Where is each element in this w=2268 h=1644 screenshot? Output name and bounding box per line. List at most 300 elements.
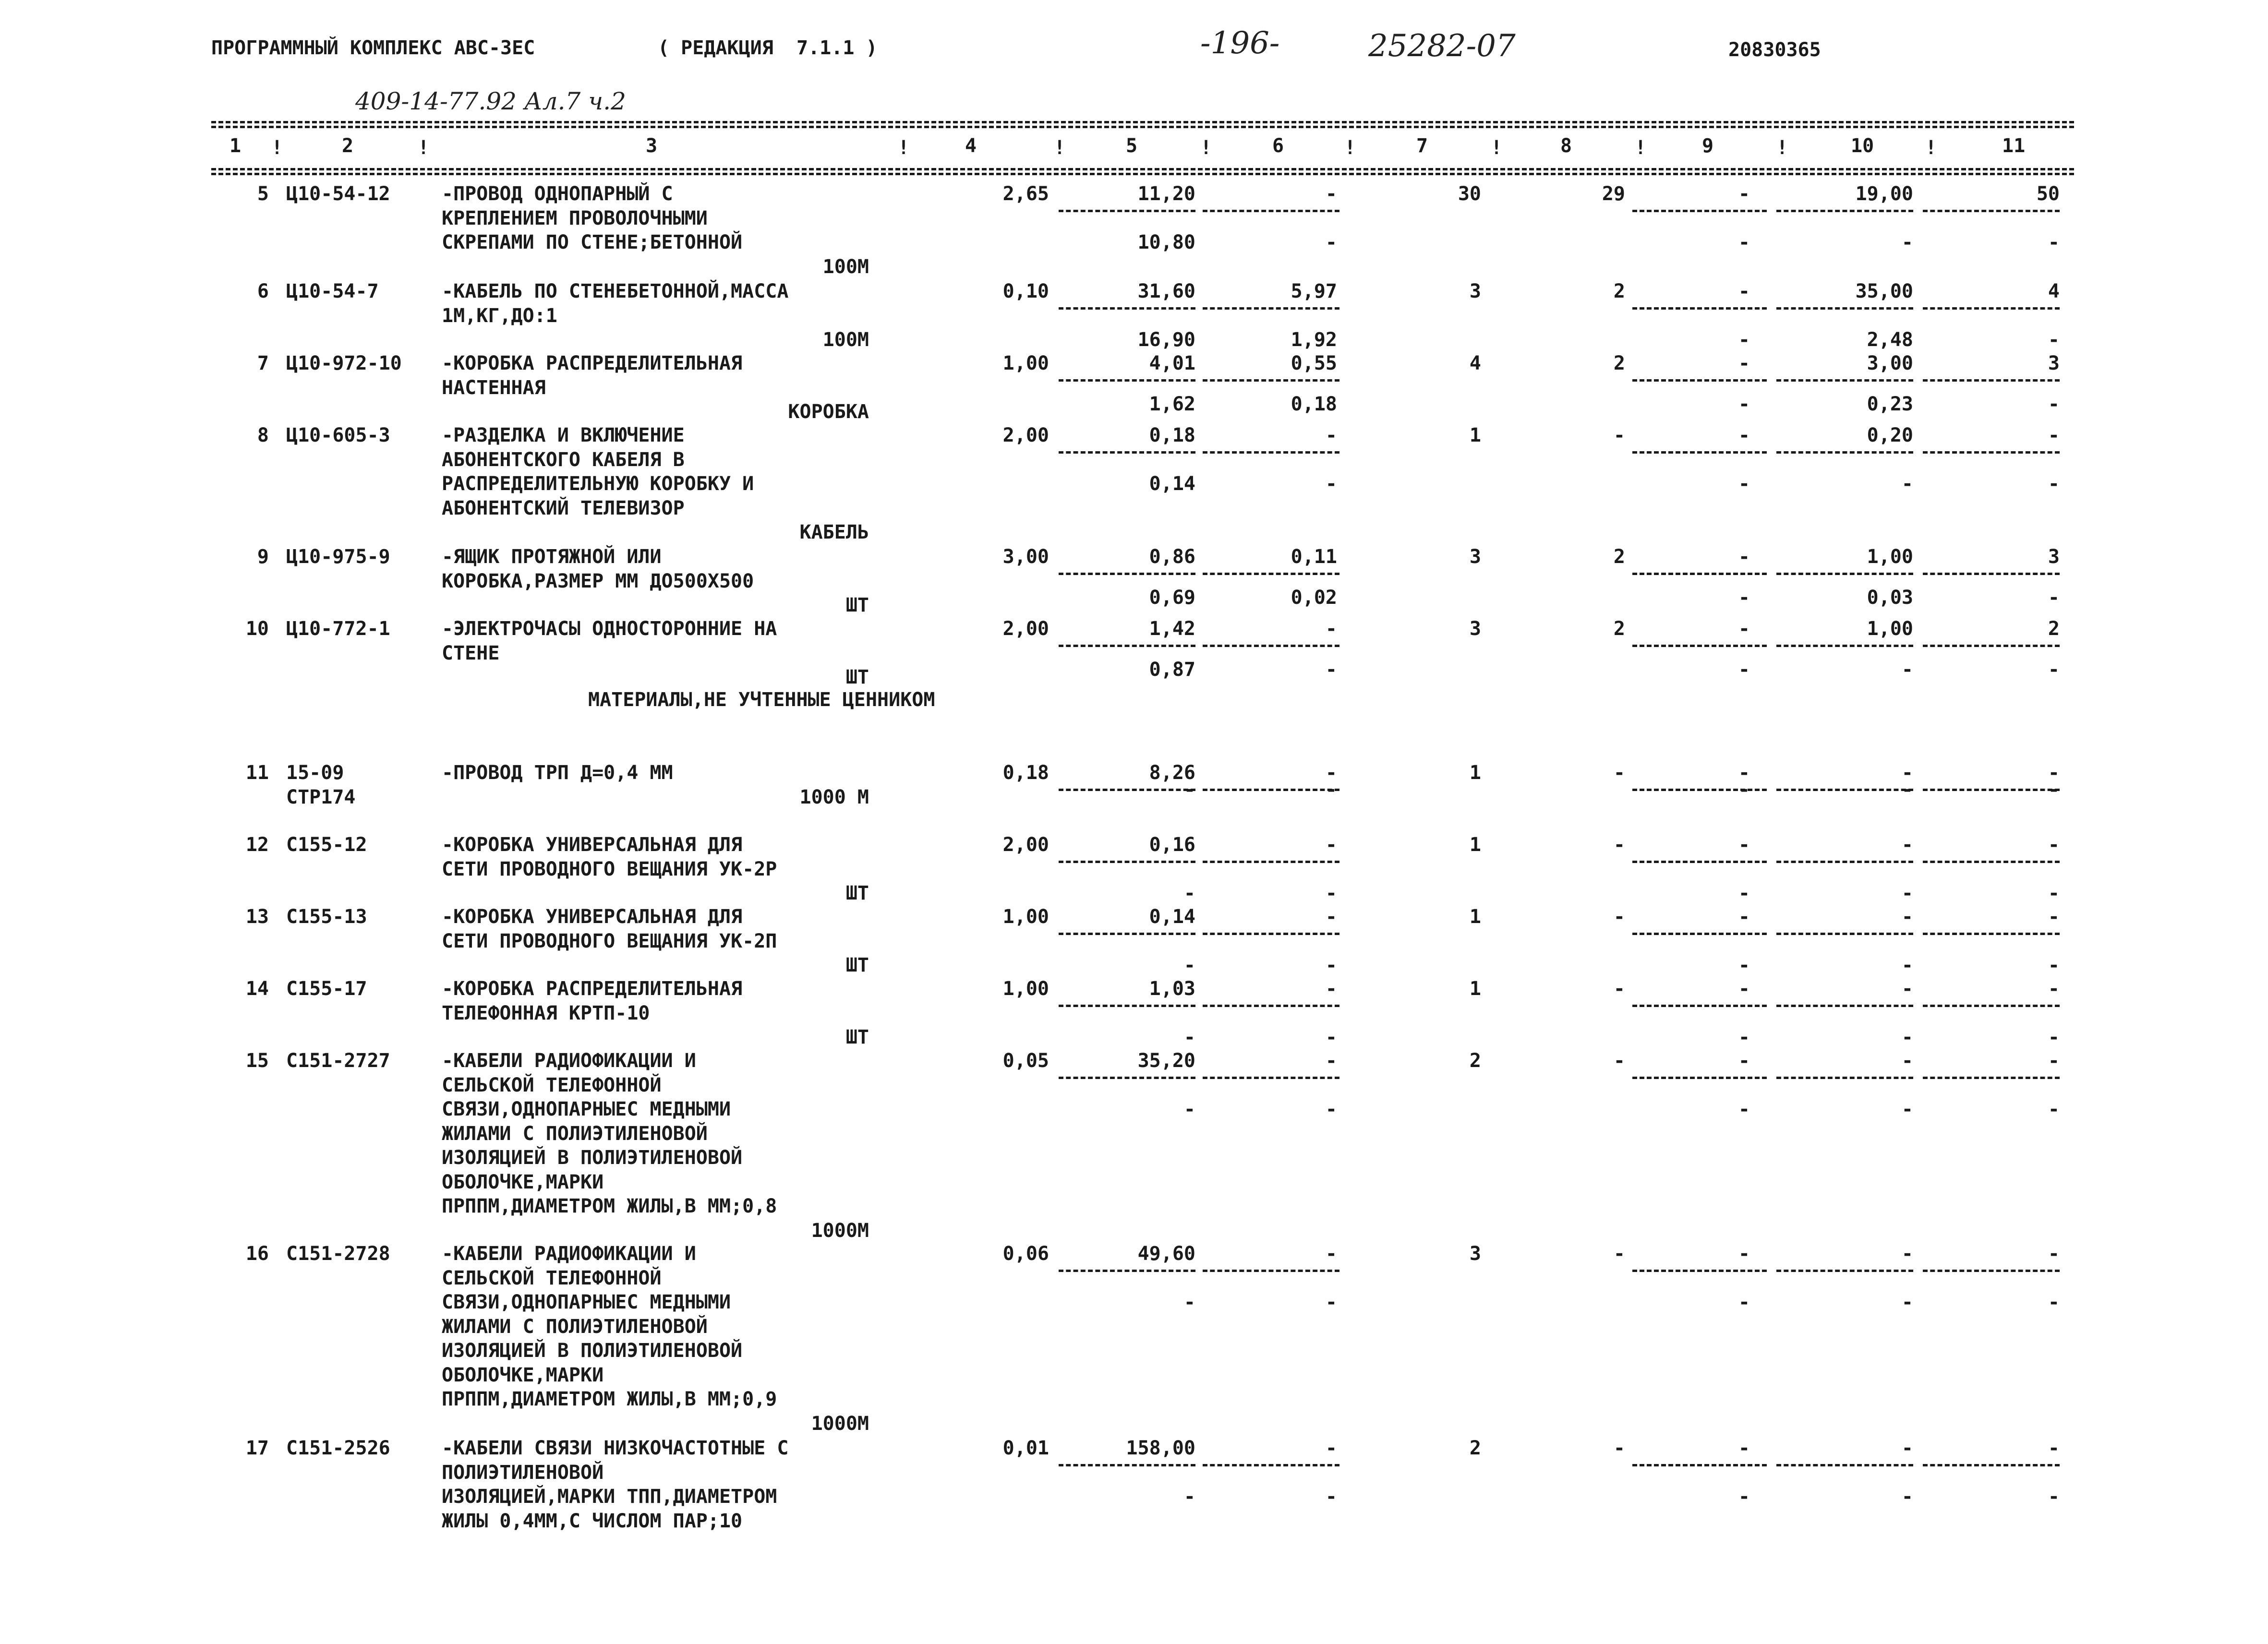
column-header-3: 3 xyxy=(646,135,658,157)
cost-value-secondary: 0,14 xyxy=(1149,473,1195,495)
price-code: С155-17 xyxy=(286,978,367,1000)
quantity: 0,10 xyxy=(1002,280,1049,302)
cell-underline xyxy=(1203,861,1339,863)
cost-value-secondary: - xyxy=(2048,1098,2060,1120)
price-code: С155-13 xyxy=(286,906,367,928)
cost-value-secondary: - xyxy=(2048,1026,2060,1048)
cost-value-secondary: 16,90 xyxy=(1137,329,1195,351)
cost-value: - xyxy=(1325,1243,1337,1265)
quantity: 1,00 xyxy=(1002,978,1049,1000)
work-description-line: -КОРОБКА РАСПРЕДЕЛИТЕЛЬНАЯ xyxy=(442,978,743,1000)
cost-value-secondary: 0,03 xyxy=(1867,587,1913,609)
column-header-11: 11 xyxy=(2002,135,2026,157)
unit-of-measure: 1000М xyxy=(811,1219,869,1242)
column-header-9: 9 xyxy=(1702,135,1714,157)
cost-value: - xyxy=(1325,978,1337,1000)
row-number: 6 xyxy=(257,280,269,302)
cost-value: 1,42 xyxy=(1149,618,1195,640)
cost-value: - xyxy=(1325,183,1337,205)
cell-underline xyxy=(1632,933,1767,935)
cost-value-secondary: 0,18 xyxy=(1291,393,1337,415)
cell-underline xyxy=(1059,1464,1195,1466)
work-description-line: ИЗОЛЯЦИЕЙ В ПОЛИЭТИЛЕНОВОЙ xyxy=(442,1340,743,1362)
work-description-line: -КАБЕЛИ РАДИОФИКАЦИИ И xyxy=(442,1050,696,1072)
unit-of-measure: 100М xyxy=(822,255,869,278)
quantity: 2,00 xyxy=(1002,424,1049,446)
work-description-line: -КАБЕЛИ РАДИОФИКАЦИИ И xyxy=(442,1243,696,1265)
work-description-line: ОБОЛОЧКЕ,МАРКИ xyxy=(442,1171,604,1193)
column-separator: ! xyxy=(1054,137,1066,159)
cost-value-secondary: - xyxy=(1901,473,1913,495)
cost-value: - xyxy=(1325,1437,1337,1459)
cell-underline xyxy=(1203,1005,1339,1007)
header-top-rule xyxy=(211,121,2074,123)
cell-underline xyxy=(1923,210,2060,212)
cost-value: - xyxy=(1901,1437,1913,1459)
work-description-line: НАСТЕННАЯ xyxy=(442,376,546,399)
column-header-10: 10 xyxy=(1851,135,1874,157)
cost-value: 3 xyxy=(2048,352,2060,374)
cost-value-secondary: - xyxy=(1738,329,1750,351)
cost-value-secondary: - xyxy=(1738,1291,1750,1313)
cost-value-secondary: - xyxy=(1183,778,1195,801)
work-description-line: -КОРОБКА РАСПРЕДЕЛИТЕЛЬНАЯ xyxy=(442,352,743,374)
cell-underline xyxy=(1632,1005,1767,1007)
quantity: 0,18 xyxy=(1002,762,1049,784)
labor-value: 3 xyxy=(1469,280,1481,302)
row-number: 16 xyxy=(245,1243,269,1265)
quantity: 0,05 xyxy=(1002,1050,1049,1072)
work-description-line: -ЯЩИК ПРОТЯЖНОЙ ИЛИ xyxy=(442,546,662,568)
cost-value-secondary: - xyxy=(1738,659,1750,681)
cell-underline xyxy=(1923,379,2060,382)
cost-value: 0,86 xyxy=(1149,546,1195,568)
price-code: Ц10-54-12 xyxy=(286,183,390,205)
cost-value-secondary: - xyxy=(1901,1291,1913,1313)
cost-value-secondary: - xyxy=(1901,954,1913,976)
cost-value: 1,00 xyxy=(1867,546,1913,568)
quantity: 3,00 xyxy=(1002,546,1049,568)
column-header-4: 4 xyxy=(965,135,977,157)
labor-value: 30 xyxy=(1458,183,1481,205)
quantity: 2,00 xyxy=(1002,618,1049,640)
unit-of-measure: КАБЕЛЬ xyxy=(799,521,869,543)
work-description-line: КОРОБКА,РАЗМЕР ММ ДО500X500 xyxy=(442,570,754,592)
cost-value-secondary: - xyxy=(1901,778,1913,801)
unit-of-measure: ШТ xyxy=(845,666,869,688)
cost-value: - xyxy=(1738,834,1750,856)
cell-underline xyxy=(1632,210,1767,212)
cost-value-secondary: - xyxy=(1738,1026,1750,1048)
cell-underline xyxy=(1632,1077,1767,1079)
work-description-line: СЕТИ ПРОВОДНОГО ВЕЩАНИЯ УК-2П xyxy=(442,930,777,952)
cost-value: - xyxy=(1738,978,1750,1000)
cost-value: 11,20 xyxy=(1137,183,1195,205)
row-number: 9 xyxy=(257,546,269,568)
work-description-line: СЕЛЬСКОЙ ТЕЛЕФОННОЙ xyxy=(442,1074,662,1096)
row-number: 15 xyxy=(245,1050,269,1072)
cost-value-secondary: - xyxy=(1738,473,1750,495)
work-description-line: РАСПРЕДЕЛИТЕЛЬНУЮ КОРОБКУ И xyxy=(442,473,754,495)
cost-value-secondary: - xyxy=(1325,1098,1337,1120)
labor-value: 2 xyxy=(1613,618,1625,640)
quantity: 0,06 xyxy=(1002,1243,1049,1265)
row-number: 12 xyxy=(245,834,269,856)
cost-value-secondary: - xyxy=(1738,1486,1750,1508)
cell-underline xyxy=(1632,1270,1767,1272)
cell-underline xyxy=(1776,573,1913,575)
cost-value-secondary: 1,92 xyxy=(1291,329,1337,351)
work-description-line: ПРППМ,ДИАМЕТРОМ ЖИЛЫ,В ММ;0,8 xyxy=(442,1195,777,1217)
cost-value: - xyxy=(1738,280,1750,302)
price-code: 15-09 xyxy=(286,762,344,784)
work-description-line: АБОНЕНТСКОГО КАБЕЛЯ В xyxy=(442,448,685,471)
labor-value: - xyxy=(1613,1050,1625,1072)
row-number: 10 xyxy=(245,618,269,640)
price-code: Ц10-54-7 xyxy=(286,280,379,302)
cost-value-secondary: - xyxy=(2048,587,2060,609)
cell-underline xyxy=(1632,1464,1767,1466)
work-description-line: ПОЛИЭТИЛЕНОВОЙ xyxy=(442,1461,604,1484)
cell-underline xyxy=(1923,933,2060,935)
header-bottom-rule xyxy=(211,168,2074,170)
cell-underline xyxy=(1923,1005,2060,1007)
section-title: МАТЕРИАЛЫ,НЕ УЧТЕННЫЕ ЦЕННИКОМ xyxy=(588,689,935,711)
work-description-line: 1М,КГ,ДО:1 xyxy=(442,304,557,327)
labor-value: 4 xyxy=(1469,352,1481,374)
cost-value: 3 xyxy=(2048,546,2060,568)
cost-value: - xyxy=(1738,618,1750,640)
price-code: С151-2727 xyxy=(286,1050,390,1072)
work-description-line: СВЯЗИ,ОДНОПАРНЫЕС МЕДНЫМИ xyxy=(442,1291,731,1313)
cost-value-secondary: - xyxy=(1738,393,1750,415)
cell-underline xyxy=(1059,1005,1195,1007)
cost-value-secondary: - xyxy=(1901,659,1913,681)
cost-value: 35,00 xyxy=(1855,280,1913,302)
unit-of-measure: ШТ xyxy=(845,594,869,616)
cost-value: 0,16 xyxy=(1149,834,1195,856)
cost-value: - xyxy=(2048,424,2060,446)
cost-value: 0,11 xyxy=(1291,546,1337,568)
labor-value: 3 xyxy=(1469,618,1481,640)
quantity: 1,00 xyxy=(1002,906,1049,928)
header-top-rule-2 xyxy=(211,126,2074,128)
cell-underline xyxy=(1203,573,1339,575)
cost-value: - xyxy=(1901,1243,1913,1265)
cell-underline xyxy=(1632,861,1767,863)
column-separator: ! xyxy=(1776,137,1788,159)
column-separator: ! xyxy=(1344,137,1356,159)
cost-value: - xyxy=(1901,906,1913,928)
cost-value-secondary: - xyxy=(1738,1098,1750,1120)
page-number: -196- xyxy=(1200,25,1280,61)
labor-value: 1 xyxy=(1469,762,1481,784)
cell-underline xyxy=(1923,645,2060,647)
cost-value-secondary: 0,69 xyxy=(1149,587,1195,609)
unit-of-measure: ШТ xyxy=(845,882,869,904)
cell-underline xyxy=(1203,210,1339,212)
cost-value-secondary: - xyxy=(1325,1291,1337,1313)
cost-value: - xyxy=(1325,424,1337,446)
price-code: С155-12 xyxy=(286,834,367,856)
cost-value-secondary: - xyxy=(1325,1026,1337,1048)
cost-value: - xyxy=(1738,1437,1750,1459)
cost-value-secondary: - xyxy=(2048,329,2060,351)
cost-value-secondary: - xyxy=(1325,1486,1337,1508)
work-description-line: СЕТИ ПРОВОДНОГО ВЕЩАНИЯ УК-2Р xyxy=(442,858,777,880)
cell-underline xyxy=(1776,1005,1913,1007)
row-number: 14 xyxy=(245,978,269,1000)
labor-value: - xyxy=(1613,906,1625,928)
work-description-line: ИЗОЛЯЦИЕЙ,МАРКИ ТПП,ДИАМЕТРОМ xyxy=(442,1486,777,1508)
cost-value: 1,00 xyxy=(1867,618,1913,640)
cell-underline xyxy=(1776,379,1913,382)
row-number: 7 xyxy=(257,352,269,374)
cell-underline xyxy=(1059,861,1195,863)
labor-value: 29 xyxy=(1602,183,1625,205)
cost-value-secondary: - xyxy=(2048,954,2060,976)
cost-value: 4 xyxy=(2048,280,2060,302)
cell-underline xyxy=(1059,933,1195,935)
cost-value: - xyxy=(1325,906,1337,928)
cost-value: 2 xyxy=(2048,618,2060,640)
cell-underline xyxy=(1632,451,1767,454)
cost-value-secondary: - xyxy=(1901,1098,1913,1120)
column-separator: ! xyxy=(898,137,910,159)
work-description-line: -ПРОВОД ТРП Д=0,4 ММ xyxy=(442,762,673,784)
document-code: 20830365 xyxy=(1728,39,1821,61)
cost-value: - xyxy=(2048,1437,2060,1459)
cell-underline xyxy=(1923,1464,2060,1466)
cell-underline xyxy=(1203,451,1339,454)
quantity: 1,00 xyxy=(1002,352,1049,374)
cost-value: - xyxy=(1325,762,1337,784)
work-description-line: -КОРОБКА УНИВЕРСАЛЬНАЯ ДЛЯ xyxy=(442,834,743,856)
header-bottom-rule-2 xyxy=(211,173,2074,175)
edition-label: ( РЕДАКЦИЯ 7.1.1 ) xyxy=(658,37,878,59)
cell-underline xyxy=(1059,379,1195,382)
unit-of-measure: 1000М xyxy=(811,1412,869,1435)
cost-value-secondary: - xyxy=(1325,778,1337,801)
cell-underline xyxy=(1203,645,1339,647)
cost-value: - xyxy=(2048,762,2060,784)
labor-value: 1 xyxy=(1469,834,1481,856)
row-number: 17 xyxy=(245,1437,269,1459)
column-header-6: 6 xyxy=(1272,135,1284,157)
price-code: Ц10-975-9 xyxy=(286,546,390,568)
cell-underline xyxy=(1203,1077,1339,1079)
cell-underline xyxy=(1632,573,1767,575)
cost-value-secondary: - xyxy=(1901,882,1913,904)
cell-underline xyxy=(1776,307,1913,310)
cell-underline xyxy=(1632,645,1767,647)
document-number: 25282-07 xyxy=(1368,28,1516,64)
cost-value-secondary: 2,48 xyxy=(1867,329,1913,351)
cost-value-secondary: - xyxy=(1183,1486,1195,1508)
row-number: 5 xyxy=(257,183,269,205)
cell-underline xyxy=(1923,451,2060,454)
cost-value: - xyxy=(2048,834,2060,856)
work-description-line: -ПРОВОД ОДНОПАРНЫЙ С xyxy=(442,183,673,205)
cost-value: 0,14 xyxy=(1149,906,1195,928)
cost-value-secondary: - xyxy=(1325,473,1337,495)
labor-value: 2 xyxy=(1613,352,1625,374)
cell-underline xyxy=(1923,861,2060,863)
labor-value: - xyxy=(1613,1437,1625,1459)
cost-value: - xyxy=(1738,352,1750,374)
price-code: Ц10-605-3 xyxy=(286,424,390,446)
cost-value: 158,00 xyxy=(1126,1437,1195,1459)
cost-value-secondary: - xyxy=(1183,954,1195,976)
cost-value: - xyxy=(1325,834,1337,856)
labor-value: - xyxy=(1613,1243,1625,1265)
cost-value-secondary: 0,23 xyxy=(1867,393,1913,415)
cost-value: - xyxy=(1738,1050,1750,1072)
cost-value-secondary: - xyxy=(1738,231,1750,253)
cell-underline xyxy=(1923,1077,2060,1079)
cost-value-secondary: - xyxy=(1901,1026,1913,1048)
program-title: ПРОГРАММНЫЙ КОМПЛЕКС АВС-3ЕС xyxy=(211,37,535,59)
cell-underline xyxy=(1776,1077,1913,1079)
cost-value-secondary: 1,62 xyxy=(1149,393,1195,415)
cost-value: - xyxy=(2048,906,2060,928)
cell-underline xyxy=(1632,307,1767,310)
cell-underline xyxy=(1776,210,1913,212)
cost-value: - xyxy=(1738,546,1750,568)
cost-value-secondary: - xyxy=(2048,882,2060,904)
cost-value: - xyxy=(2048,1243,2060,1265)
labor-value: - xyxy=(1613,978,1625,1000)
cost-value: 1,03 xyxy=(1149,978,1195,1000)
price-code: С151-2728 xyxy=(286,1243,390,1265)
labor-value: 2 xyxy=(1469,1050,1481,1072)
unit-of-measure: ШТ xyxy=(845,954,869,976)
cost-value-secondary: - xyxy=(1738,778,1750,801)
cost-value: 0,20 xyxy=(1867,424,1913,446)
cell-underline xyxy=(1776,1464,1913,1466)
column-header-2: 2 xyxy=(342,135,354,157)
cost-value: 49,60 xyxy=(1137,1243,1195,1265)
row-number: 13 xyxy=(245,906,269,928)
cost-value: 19,00 xyxy=(1855,183,1913,205)
row-number: 11 xyxy=(245,762,269,784)
cell-underline xyxy=(1776,933,1913,935)
cell-underline xyxy=(1059,1077,1195,1079)
cell-underline xyxy=(1923,1270,2060,1272)
cost-value: - xyxy=(1901,834,1913,856)
cell-underline xyxy=(1059,645,1195,647)
cell-underline xyxy=(1776,861,1913,863)
price-code: С151-2526 xyxy=(286,1437,390,1459)
work-description-line: -РАЗДЕЛКА И ВКЛЮЧЕНИЕ xyxy=(442,424,685,446)
column-header-8: 8 xyxy=(1560,135,1572,157)
labor-value: 1 xyxy=(1469,978,1481,1000)
quantity: 2,65 xyxy=(1002,183,1049,205)
cell-underline xyxy=(1923,573,2060,575)
price-code-suffix: СТР174 xyxy=(286,786,356,808)
cost-value: - xyxy=(2048,1050,2060,1072)
unit-of-measure: 100М xyxy=(822,329,869,351)
cost-value-secondary: - xyxy=(1325,882,1337,904)
cost-value: 0,55 xyxy=(1291,352,1337,374)
cost-value-secondary: - xyxy=(1325,659,1337,681)
work-description-line: СЕЛЬСКОЙ ТЕЛЕФОННОЙ xyxy=(442,1267,662,1289)
work-description-line: СВЯЗИ,ОДНОПАРНЫЕС МЕДНЫМИ xyxy=(442,1098,731,1120)
cost-value: - xyxy=(1738,762,1750,784)
cost-value: 0,18 xyxy=(1149,424,1195,446)
cost-value: - xyxy=(1738,424,1750,446)
work-description-line: -КАБЕЛЬ ПО СТЕНЕБЕТОННОЙ,МАССА xyxy=(442,280,789,302)
cost-value-secondary: - xyxy=(1183,1291,1195,1313)
cost-value: 5,97 xyxy=(1291,280,1337,302)
column-separator: ! xyxy=(1200,137,1212,159)
column-separator: ! xyxy=(418,137,430,159)
cost-value: - xyxy=(1738,183,1750,205)
cell-underline xyxy=(1059,451,1195,454)
column-separator: ! xyxy=(1925,137,1937,159)
work-description-line: ТЕЛЕФОННАЯ КРТП-10 xyxy=(442,1002,650,1024)
quantity: 2,00 xyxy=(1002,834,1049,856)
cost-value: 31,60 xyxy=(1137,280,1195,302)
work-description-line: -ЭЛЕКТРОЧАСЫ ОДНОСТОРОННИЕ НА xyxy=(442,618,777,640)
labor-value: - xyxy=(1613,424,1625,446)
cost-value: - xyxy=(1901,762,1913,784)
cell-underline xyxy=(1776,1270,1913,1272)
work-description-line: -КАБЕЛИ СВЯЗИ НИЗКОЧАСТОТНЫЕ С xyxy=(442,1437,789,1459)
cell-underline xyxy=(1203,379,1339,382)
work-description-line: КРЕПЛЕНИЕМ ПРОВОЛОЧНЫМИ xyxy=(442,207,708,229)
cost-value-secondary: - xyxy=(1183,1026,1195,1048)
unit-of-measure: КОРОБКА xyxy=(788,401,869,423)
cost-value: - xyxy=(1738,906,1750,928)
cost-value-secondary: - xyxy=(1738,882,1750,904)
cell-underline xyxy=(1776,451,1913,454)
handwritten-reference: 409-14-77.92 Ал.7 ч.2 xyxy=(355,87,626,115)
cost-value: 8,26 xyxy=(1149,762,1195,784)
cost-value-secondary: 10,80 xyxy=(1137,231,1195,253)
work-description-line: ПРППМ,ДИАМЕТРОМ ЖИЛЫ,В ММ;0,9 xyxy=(442,1388,777,1410)
column-separator: ! xyxy=(271,137,283,159)
work-description-line: АБОНЕНТСКИЙ ТЕЛЕВИЗОР xyxy=(442,497,685,519)
cell-underline xyxy=(1203,307,1339,310)
work-description-line: ОБОЛОЧКЕ,МАРКИ xyxy=(442,1364,604,1386)
labor-value: 2 xyxy=(1613,280,1625,302)
cost-value-secondary: - xyxy=(2048,659,2060,681)
cell-underline xyxy=(1923,307,2060,310)
column-header-7: 7 xyxy=(1416,135,1428,157)
labor-value: 1 xyxy=(1469,906,1481,928)
unit-of-measure: ШТ xyxy=(845,1026,869,1048)
cell-underline xyxy=(1203,1464,1339,1466)
column-separator: ! xyxy=(1491,137,1503,159)
cost-value: - xyxy=(1325,618,1337,640)
cost-value-secondary: - xyxy=(1738,954,1750,976)
work-description-line: СКРЕПАМИ ПО СТЕНЕ;БЕТОННОЙ xyxy=(442,231,743,253)
cost-value-secondary: - xyxy=(1901,1486,1913,1508)
labor-value: - xyxy=(1613,834,1625,856)
cell-underline xyxy=(1632,379,1767,382)
cost-value-secondary: - xyxy=(2048,473,2060,495)
cost-value-secondary: - xyxy=(1901,231,1913,253)
cell-underline xyxy=(1776,645,1913,647)
cost-value-secondary: 0,87 xyxy=(1149,659,1195,681)
cell-underline xyxy=(1203,933,1339,935)
labor-value: 3 xyxy=(1469,546,1481,568)
column-separator: ! xyxy=(1635,137,1647,159)
cost-value: - xyxy=(1901,1050,1913,1072)
cost-value: 35,20 xyxy=(1137,1050,1195,1072)
cost-value-secondary: - xyxy=(1183,882,1195,904)
